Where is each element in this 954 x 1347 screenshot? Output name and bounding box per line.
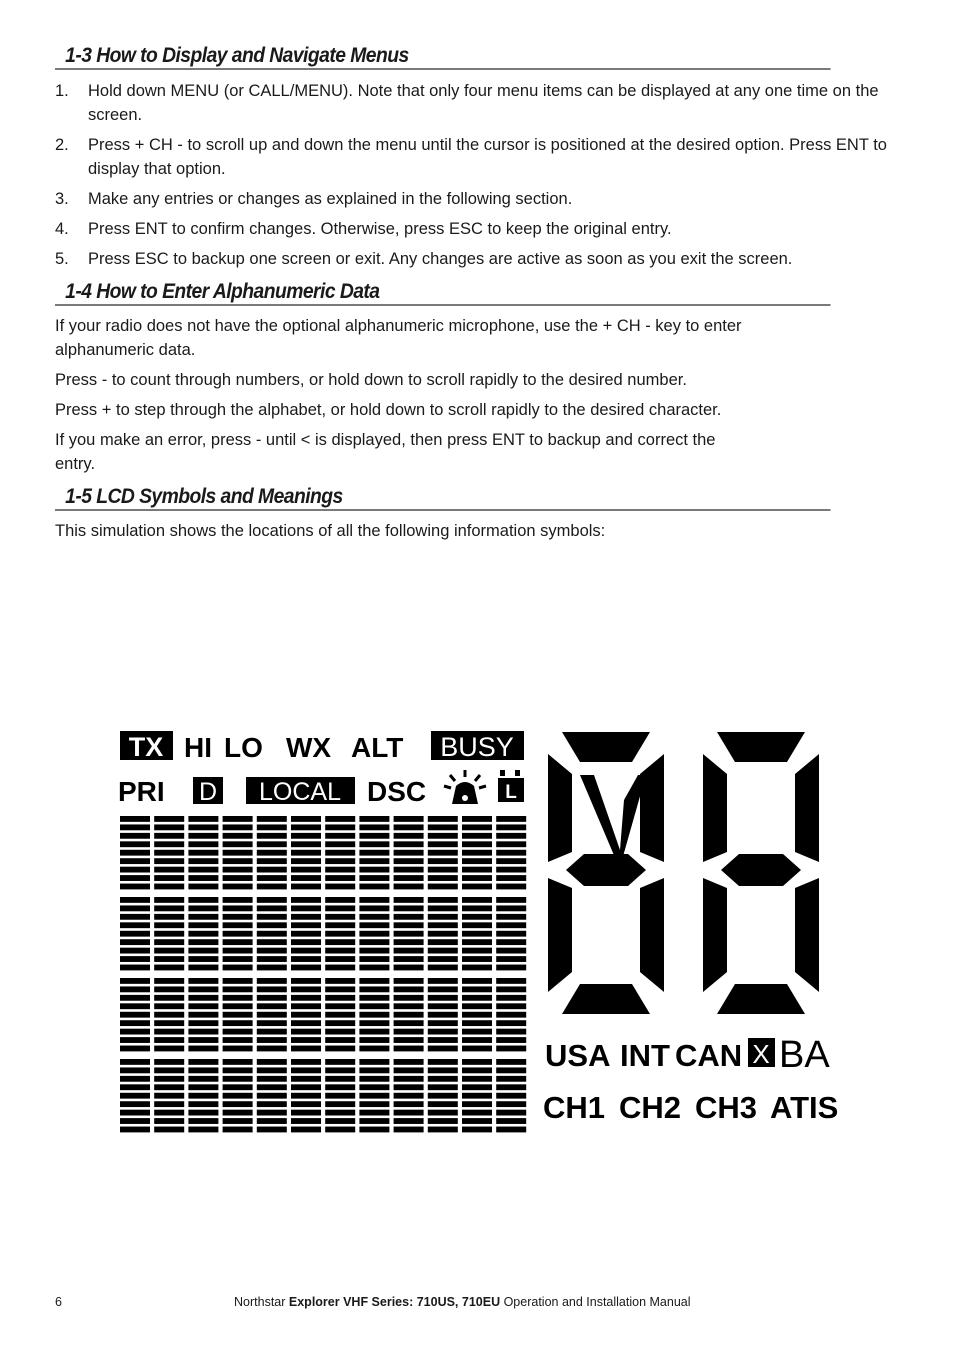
paragraph: This simulation shows the locations of all the following information symbols:	[55, 522, 606, 540]
segment-upper-left	[703, 754, 727, 862]
dot-matrix-cell	[257, 816, 287, 889]
dot-matrix-cell	[188, 1059, 218, 1132]
footer-brand: Northstar	[234, 1295, 289, 1309]
dot-matrix-cell	[462, 897, 492, 970]
paragraph: Press - to count through numbers, or hold down to scroll rapidly to the desired number.	[55, 371, 687, 389]
dot-matrix-cell	[291, 1059, 321, 1132]
paragraph: Press + to step through the alphabet, or hold down to scroll rapidly to the desired character.	[55, 401, 722, 419]
pri-label: PRI	[118, 776, 165, 807]
usa-label: USA	[545, 1038, 611, 1073]
dot-matrix-cell	[462, 978, 492, 1051]
dot-matrix-cell	[223, 816, 253, 889]
dot-matrix-cell	[394, 978, 424, 1051]
dot-matrix-cell	[291, 978, 321, 1051]
segment-lower-left	[548, 878, 572, 992]
dot-matrix-cell	[359, 897, 389, 970]
dot-matrix-cell	[325, 897, 355, 970]
segment-middle	[566, 854, 646, 886]
segment-top	[717, 732, 805, 762]
dot-matrix-cell	[188, 978, 218, 1051]
dot-matrix-cell	[496, 1059, 526, 1132]
segment-lower-right	[795, 878, 819, 992]
wx-label: WX	[286, 732, 332, 763]
paragraph: If you make an error, press - until < is displayed, then press ENT to backup and correct the entry.	[55, 431, 716, 473]
dot-matrix-cell	[223, 978, 253, 1051]
segment-upper-right	[795, 754, 819, 862]
alarm-bell-icon	[444, 770, 486, 804]
lo-label: LO	[224, 732, 263, 763]
section-heading-1-5	[55, 485, 831, 511]
d-label: D	[198, 778, 218, 806]
dot-matrix-cell	[394, 897, 424, 970]
heading-text: 1-3 How to Display and Navigate Menus	[65, 44, 409, 67]
dot-matrix-cell	[154, 978, 184, 1051]
dot-matrix-cell	[428, 816, 458, 889]
dsc-label: DSC	[367, 776, 427, 807]
dot-matrix-cell	[291, 897, 321, 970]
dot-matrix-cell	[120, 1059, 150, 1132]
dot-matrix-cell	[359, 1059, 389, 1132]
ch1-label: CH1	[543, 1090, 606, 1125]
dot-matrix-cell	[291, 816, 321, 889]
segment-top	[562, 732, 650, 762]
dot-matrix-cell	[428, 897, 458, 970]
x-label: X	[752, 1039, 770, 1069]
dot-matrix-cell	[462, 816, 492, 889]
channel-digits	[548, 732, 819, 1014]
footer-product: Explorer VHF Series: 710US, 710EU	[288, 1295, 501, 1309]
segment-middle	[721, 854, 801, 886]
dot-matrix-cell	[188, 897, 218, 970]
alt-label: ALT	[351, 732, 404, 763]
segment-bottom	[717, 984, 805, 1014]
list-text: Press + CH - to scroll up and down the menu until the cursor is positioned at the desired option. Press ENT to display that option.	[88, 136, 887, 178]
footer-suffix: Operation and Installation Manual	[500, 1295, 691, 1309]
list-text: Press ENT to confirm changes. Otherwise, press ESC to keep the original entry.	[88, 220, 672, 238]
int-label: INT	[620, 1038, 670, 1073]
paragraph: If your radio does not have the optional alphanumeric microphone, use the + CH - key to enter alphanumeric data.	[55, 317, 742, 359]
dot-matrix-cell	[359, 816, 389, 889]
dot-matrix-cell	[188, 816, 218, 889]
battery-label: L	[505, 782, 517, 803]
dot-matrix-cell	[120, 816, 150, 889]
segment-lower-right	[640, 878, 664, 992]
list-number: 4.	[55, 220, 69, 238]
list-number: 5.	[55, 250, 69, 268]
list-text: Make any entries or changes as explained in the following section.	[88, 190, 573, 208]
atis-label: ATIS	[770, 1090, 839, 1125]
dot-matrix-cell	[223, 897, 253, 970]
dot-matrix-cell	[394, 1059, 424, 1132]
dot-matrix-cell	[462, 1059, 492, 1132]
dot-matrix-cell	[428, 1059, 458, 1132]
dot-matrix-cell	[496, 816, 526, 889]
segment-upper-right	[640, 754, 664, 862]
dot-matrix-cell	[496, 978, 526, 1051]
dot-matrix-cell	[496, 897, 526, 970]
list-text: Hold down MENU (or CALL/MENU). Note that only four menu items can be displayed at any one time on the screen.	[88, 82, 879, 124]
list-text: Press ESC to backup one screen or exit. Any changes are active as soon as you exit the screen.	[88, 250, 793, 268]
segment-upper-left	[548, 754, 572, 862]
dot-matrix-cell	[120, 897, 150, 970]
dot-matrix-cell	[223, 1059, 253, 1132]
list-number: 3.	[55, 190, 69, 208]
ch2-label: CH2	[619, 1090, 682, 1125]
dot-matrix-cell	[325, 816, 355, 889]
segment-diagonal	[580, 775, 646, 860]
dot-matrix-cell	[154, 1059, 184, 1132]
heading-text: 1-4 How to Enter Alphanumeric Data	[65, 280, 380, 303]
footer-title	[234, 1295, 691, 1309]
dot-matrix-display	[120, 816, 526, 1132]
lcd-simulation	[110, 720, 850, 1140]
dot-matrix-cell	[325, 1059, 355, 1132]
dot-matrix-cell	[257, 1059, 287, 1132]
tx-label: TX	[128, 732, 164, 762]
page-number: 6	[55, 1295, 62, 1309]
dot-matrix-cell	[325, 978, 355, 1051]
dot-matrix-cell	[154, 816, 184, 889]
list-number: 2.	[55, 136, 69, 154]
segment-lower-left	[703, 878, 727, 992]
dot-matrix-cell	[257, 978, 287, 1051]
list-number: 1.	[55, 82, 69, 100]
local-label: LOCAL	[259, 778, 341, 806]
dot-matrix-cell	[428, 978, 458, 1051]
dot-matrix-cell	[257, 897, 287, 970]
dot-matrix-cell	[120, 978, 150, 1051]
heading-text: 1-5 LCD Symbols and Meanings	[65, 485, 343, 508]
section-heading-1-3	[55, 44, 831, 70]
section-heading-1-4	[55, 280, 831, 306]
dot-matrix-cell	[154, 897, 184, 970]
ba-label: BA	[779, 1034, 830, 1076]
busy-label: BUSY	[440, 732, 514, 762]
hi-label: HI	[184, 732, 212, 763]
ch3-label: CH3	[695, 1090, 758, 1125]
dot-matrix-cell	[394, 816, 424, 889]
segment-bottom	[562, 984, 650, 1014]
dot-matrix-cell	[359, 978, 389, 1051]
can-label: CAN	[675, 1038, 743, 1073]
